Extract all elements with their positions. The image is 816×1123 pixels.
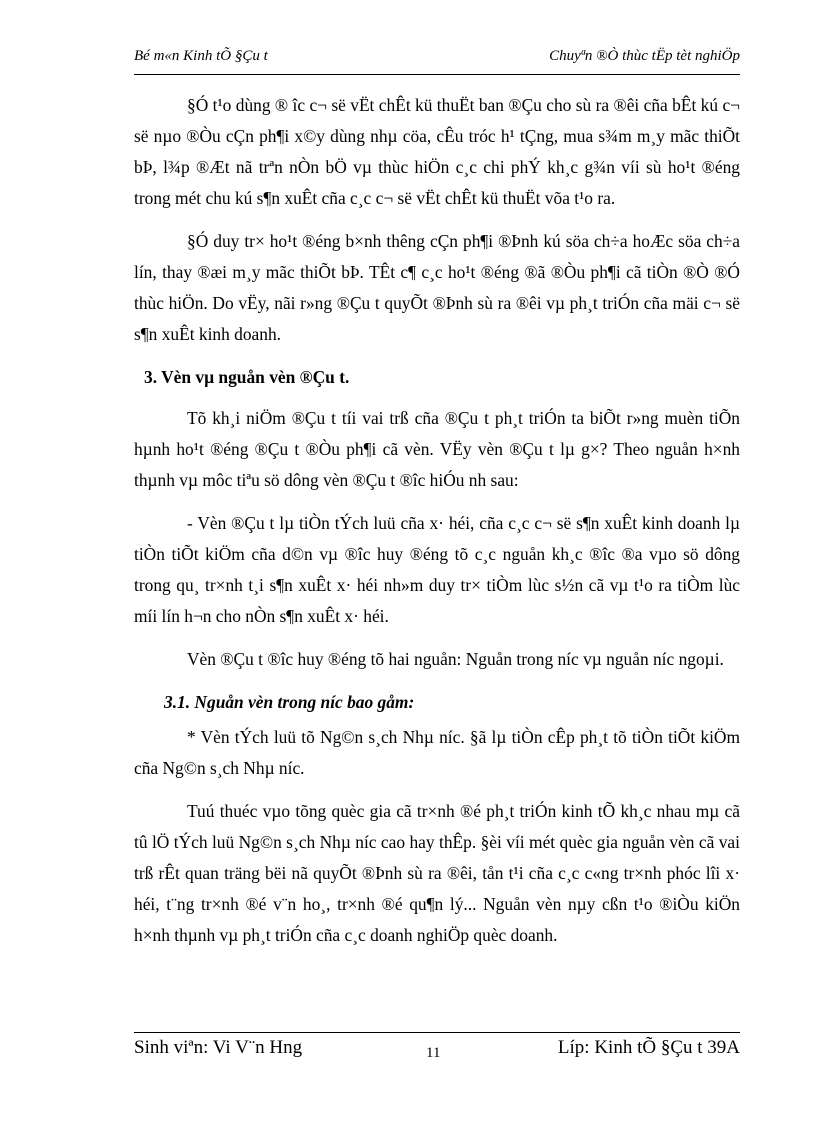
body-paragraph-6: * Vèn tÝch luü tõ Ng©n s¸ch Nhµ níc. §ã lµ tiÒn cÊp ph¸t tõ tiÒn tiÕt kiÖm cña Ng©n s¸ch Nhµ níc. <box>134 727 740 778</box>
page-number: 11 <box>426 1045 441 1061</box>
footer-student: Sinh viªn: Vi V¨n Hng <box>134 1037 303 1058</box>
body-paragraph-1: §Ó t¹o dùng ® îc c¬ së vËt chÊt kü thuËt ban ®Çu cho sù ra ®êi cña bÊt kú c¬ së nµo ®Òu cÇn ph¶i x©y dùng nhµ cöa, cÊu tróc h¹ tÇng, mua s¾m m¸y mãc thiÕt bÞ, l¾p ®Æt nã trªn nÒn bÖ vµ thùc hiÖn c¸c chi phÝ kh¸c g¾n víi sù ho¹t ®éng trong mét chu kú s¶n xuÊt cña c¸c c¬ së vËt chÊt kü thuËt võa t¹o ra. <box>134 95 740 208</box>
body-paragraph-4: - Vèn ®Çu t lµ tiÒn tÝch luü cña x· héi, cña c¸c c¬ së s¶n xuÊt kinh doanh lµ tiÒn tiÕt kiÖm cña d©n vµ ®îc huy ®éng tõ c¸c nguån kh¸c ®îc ®a vµo sö dông trong qu¸ tr×nh t¸i s¶n xuÊt x· héi nh»m duy tr× tiÒm lùc s½n cã vµ t¹o ra tiÒm lùc míi lín h¬n cho nÒn s¶n xuÊt x· héi. <box>134 513 740 626</box>
body-paragraph-2: §Ó duy tr× ho¹t ®éng b×nh thêng cÇn ph¶i ®Þnh kú söa ch÷a hoÆc söa ch÷a lín, thay ®æi m¸y mãc thiÕt bÞ. TÊt c¶ c¸c ho¹t ®éng ®ã ®Òu ph¶i cã tiÒn ®Ò ®Ó thùc hiÖn. Do vËy, nãi r»ng ®Çu t quyÕt ®Þnh sù ra ®êi vµ ph¸t triÓn cña mäi c¬ së s¶n xuÊt kinh doanh. <box>134 231 740 344</box>
page-footer <box>134 1037 740 1071</box>
page-body <box>134 90 740 963</box>
header-left-text: Bé m«n Kinh tÕ §Çu t <box>134 48 268 64</box>
body-paragraph-7: Tuú thuéc vµo tõng quèc gia cã tr×nh ®é ph¸t triÓn kinh tÕ kh¸c nhau mµ cã tû lÖ tÝch luü Ng©n s¸ch Nhµ níc cao hay thÊp. §èi víi mét quèc gia nguån vèn cã vai trß rÊt quan träng bëi nã quyÕt ®Þnh sù ra ®êi, tån t¹i cña c¸c c«ng tr×nh phóc lîi x· héi, t¨ng tr×nh ®é v¨n ho¸, tr×nh ®é qu¶n lý... Nguån vèn nµy cßn t¹o ®iÒu kiÖn h×nh thµnh vµ ph¸t triÓn cña c¸c doanh nghiÖp quèc doanh. <box>134 801 740 945</box>
footer-class: Líp: Kinh tÕ §Çu t 39A <box>557 1037 740 1058</box>
footer-rule <box>134 1032 740 1033</box>
header-right-text: Chuyªn ®Ò thùc tËp tèt nghiÖp <box>549 48 740 64</box>
page-header <box>134 40 740 70</box>
header-rule <box>134 74 740 75</box>
body-paragraph-3: Tõ kh¸i niÖm ®Çu t tíi vai trß cña ®Çu t ph¸t triÓn ta biÕt r»ng muèn tiÕn hµnh ho¹t ®éng ®Çu t ®Òu ph¶i cã vèn. VËy vèn ®Çu t lµ g×? Theo nguån h×nh thµnh vµ môc tiªu sö dông vèn ®Çu t ®îc hiÓu nh sau: <box>134 408 740 490</box>
body-paragraph-5: Vèn ®Çu t ®îc huy ®éng tõ hai nguån: Nguån trong níc vµ nguån níc ngoµi. <box>187 649 724 669</box>
subsection-heading-3-1: 3.1. Nguån vèn trong níc bao gåm: <box>164 692 415 712</box>
section-heading-3: 3. Vèn vµ nguån vèn ®Çu t. <box>144 367 350 387</box>
